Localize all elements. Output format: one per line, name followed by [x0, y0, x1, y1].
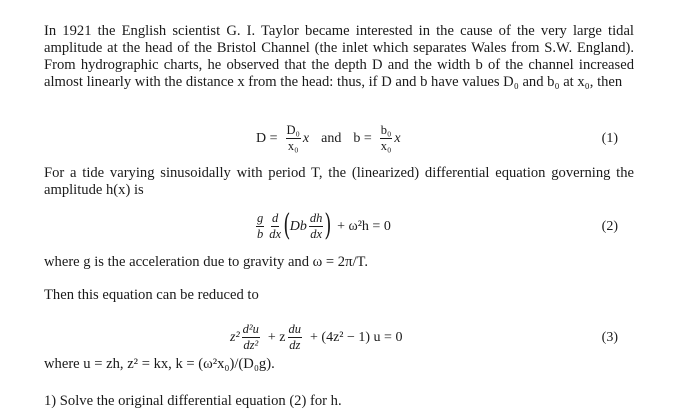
eq3-fraction-du-dz — [288, 323, 303, 352]
eq3-den-dz2: dz² — [243, 337, 259, 352]
eq2-rest: + ω²h = 0 — [337, 218, 391, 234]
eq1-lhs-b: b = — [353, 130, 372, 146]
eq2-den-dx: dx — [269, 226, 282, 241]
eq3-z2: z² — [230, 329, 240, 345]
eq1-and: and — [321, 130, 342, 146]
eq1-fraction-b — [380, 124, 393, 153]
eq2-num-dh: dh — [309, 210, 323, 225]
eq3-fraction-d2u-dz2 — [242, 323, 260, 352]
eq2-den-b: b — [257, 226, 264, 241]
eq2-fraction-g-over-b — [256, 212, 264, 241]
eq3-plus-z: + z — [267, 329, 286, 345]
substitution-paragraph: where u = zh, z² = kx, k = (ω²x₀)/(D₀g). — [44, 356, 275, 372]
eq2-num-g: g — [257, 210, 264, 225]
equation-1 — [0, 118, 700, 158]
equation-1-body — [256, 118, 401, 158]
equation-2 — [0, 206, 700, 246]
equation-3 — [0, 317, 700, 357]
eq1-var-b: x — [394, 130, 401, 146]
eq1-num-d: D₀ — [286, 122, 300, 137]
eq3-num-d2u: d²u — [242, 321, 259, 336]
eq2-db: Db — [289, 218, 307, 234]
question-paragraph: 1) Solve the original differential equation (2) for h. — [44, 393, 342, 409]
equation-3-number: (3) — [601, 329, 618, 345]
eq3-den-dz: dz — [289, 337, 301, 352]
tide-paragraph: For a tide varying sinusoidally with period T, the (linearized) differential equation governing the amplitude h(x) is — [44, 165, 634, 198]
eq2-fraction-d-dx — [268, 212, 282, 241]
eq3-rest: + (4z² − 1) u = 0 — [310, 329, 403, 345]
eq2-num-d: d — [272, 210, 279, 225]
equation-2-number: (2) — [601, 218, 618, 234]
equation-2-body — [254, 206, 391, 246]
eq1-den-d: x₀ — [287, 138, 299, 153]
eq2-left-paren: ( — [283, 208, 291, 243]
eq1-lhs-d: D = — [256, 130, 278, 146]
eq2-fraction-dh-dx — [309, 212, 324, 241]
equation-1-number: (1) — [601, 130, 618, 146]
eq1-den-b: x₀ — [380, 138, 392, 153]
eq1-fraction-d — [286, 124, 301, 153]
intro-paragraph: In 1921 the English scientist G. I. Taylor became interested in the cause of the very large tidal amplitude at the head of the Bristol Channel (the inlet which separates Wales from S.W. England). From hydrographic charts, he observed that the depth D and the width b of the channel increased almost linearly with the distance x from the head: thus, if D and b have values D₀ and b₀ at x₀, then — [44, 23, 634, 90]
eq1-num-b: b₀ — [380, 122, 392, 137]
reduced-paragraph: Then this equation can be reduced to — [44, 287, 259, 303]
eq2-right-paren: ) — [324, 208, 332, 243]
equation-3-body — [230, 317, 402, 357]
eq1-var-d: x — [302, 130, 310, 146]
eq2-den-dx2: dx — [310, 226, 323, 241]
eq3-num-du: du — [288, 321, 302, 336]
gravity-paragraph: where g is the acceleration due to gravity and ω = 2π/T. — [44, 254, 368, 270]
